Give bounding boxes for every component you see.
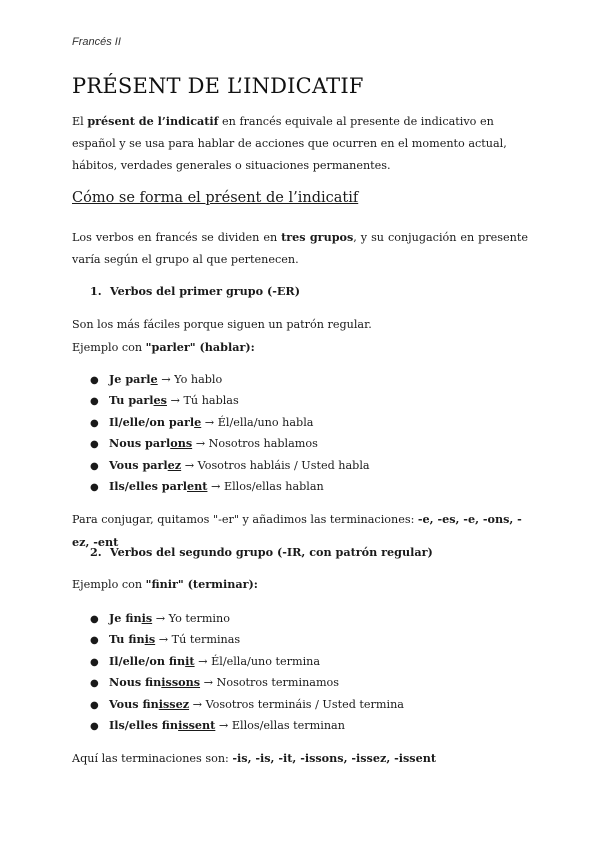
translation: Él/ella/uno termina (211, 654, 321, 668)
arrow-icon: → (195, 437, 206, 451)
arrow-icon: → (184, 458, 195, 472)
intro-pre: El (72, 115, 88, 128)
conjugation-item (90, 694, 404, 715)
section1-example-pre: Ejemplo con (72, 341, 146, 354)
section2-number: 2. (90, 545, 102, 559)
conjugation-item (90, 629, 404, 650)
bullet-icon: ● (90, 481, 99, 493)
verb-stem: fin (161, 717, 179, 732)
bullet-icon: ● (90, 720, 99, 732)
section2-conjugation-list (90, 608, 404, 736)
conjugation-item (90, 715, 404, 736)
verb-ending: ons (170, 436, 193, 451)
section2-example (72, 573, 528, 596)
arrow-icon: → (203, 676, 213, 690)
bullet-icon: ● (90, 439, 99, 451)
translation: Vosotros habláis / Usted habla (197, 458, 370, 472)
section1-heading (90, 284, 300, 298)
conjugation-item (90, 455, 370, 476)
intro-rest: en francés equivale al presente de indicativo en español y se usa para hablar de acciones que ocurren en el momento actual, hábitos, verdades generales o situaciones permanentes. (72, 115, 507, 172)
section-subtitle: Cómo se forma el présent de l’indicatif (72, 190, 359, 206)
conjugation-item (90, 390, 370, 411)
verb-ending: ent (187, 478, 208, 493)
arrow-icon: → (198, 654, 208, 668)
bullet-icon: ● (90, 396, 99, 408)
page-title: PRÉSENT DE L’INDICATIF (72, 74, 364, 98)
verb-stem: parl (142, 457, 168, 472)
section1-conjugation-list (90, 369, 370, 497)
bullet-icon: ● (90, 678, 99, 690)
verb-ending: ez (167, 457, 182, 472)
pronoun: Il/elle/on (109, 653, 169, 668)
translation: Ellos/ellas hablan (223, 479, 324, 493)
pronoun: Tu (109, 393, 129, 408)
translation: Ellos/ellas terminan (231, 718, 345, 732)
arrow-icon: → (170, 394, 180, 408)
translation: Tú terminas (171, 633, 241, 647)
verb-ending: e (150, 372, 158, 386)
verb-stem: fin (145, 675, 162, 690)
verb-stem: parl (168, 414, 195, 429)
arrow-icon: → (158, 633, 169, 647)
pronoun: Il/elle/on (109, 414, 169, 429)
verb-stem: fin (142, 696, 159, 711)
translation: Tú hablas (183, 394, 239, 408)
section1-desc-text: Son los más fáciles porque siguen un patrón regular. (72, 318, 372, 331)
pronoun: Je (109, 611, 126, 625)
page-header: Francés II (72, 36, 121, 48)
section1-summary-bold: -e, -es, -e, -ons, -ez, -ent (72, 512, 522, 549)
translation: Vosotros termináis / Usted termina (205, 697, 404, 711)
verb-stem: parl (161, 478, 188, 493)
conjugation-item (90, 651, 404, 672)
section2-example-pre: Ejemplo con (72, 578, 146, 591)
arrow-icon: → (161, 373, 171, 386)
verb-ending: es (153, 393, 167, 408)
conjugation-item (90, 672, 404, 693)
verb-ending: issons (161, 675, 201, 690)
conjugation-item (90, 476, 370, 497)
verb-ending: e (194, 414, 202, 429)
translation: Él/ella/uno habla (217, 415, 314, 429)
verb-ending: issent (178, 717, 216, 732)
bullet-icon: ● (90, 375, 99, 386)
arrow-icon: → (211, 479, 221, 493)
bullet-icon: ● (90, 460, 99, 472)
pronoun: Tu (109, 632, 129, 647)
arrow-icon: → (218, 718, 229, 732)
arrow-icon: → (192, 697, 202, 711)
pronoun: Nous (109, 436, 146, 451)
bullet-icon: ● (90, 635, 99, 647)
groups-bold: tres grupos (281, 230, 354, 244)
verb-stem: fin (125, 611, 142, 625)
pronoun: Vous (109, 696, 143, 711)
conjugation-item (90, 433, 370, 454)
verb-stem: parl (125, 372, 151, 386)
verb-stem: fin (128, 632, 145, 647)
section1-summary-pre: Para conjugar, quitamos "-er" y añadimos las terminaciones: (72, 513, 418, 526)
pronoun: Je (109, 372, 126, 386)
pronoun: Ils/elles (109, 478, 162, 493)
verb-stem: parl (145, 436, 171, 451)
translation: Nosotros terminamos (216, 676, 340, 690)
bullet-icon: ● (90, 614, 99, 625)
intro-paragraph (72, 110, 528, 177)
section2-heading (90, 545, 433, 559)
arrow-icon: → (204, 415, 215, 429)
section2-summary-bold: -is, -is, -it, -issons, -issez, -issent (232, 751, 437, 765)
pronoun: Vous (109, 457, 143, 472)
translation: Yo termino (168, 612, 230, 625)
section2-title: Verbos del segundo grupo (-IR, con patrón regular) (110, 545, 433, 559)
verb-ending: is (144, 632, 156, 647)
groups-pre: Los verbos en francés se dividen en (72, 231, 282, 244)
arrow-icon: → (155, 612, 166, 625)
conjugation-item (90, 369, 370, 390)
translation: Yo hablo (174, 373, 223, 386)
bullet-icon: ● (90, 417, 99, 429)
verb-stem: parl (128, 393, 154, 408)
verb-ending: issez (158, 696, 190, 711)
bullet-icon: ● (90, 656, 99, 668)
verb-ending: is (141, 611, 153, 625)
intro-bold: présent de l’indicatif (87, 114, 219, 128)
conjugation-item (90, 412, 370, 433)
translation: Nosotros hablamos (208, 437, 318, 451)
groups-paragraph (72, 226, 528, 271)
section2-example-bold: "finir" (terminar): (145, 577, 258, 591)
pronoun: Nous (109, 675, 146, 690)
section1-title: Verbos del primer grupo (-ER) (110, 284, 301, 298)
groups-rest: , y su conjugación en presente varía según el grupo al que pertenecen. (72, 231, 528, 266)
verb-stem: fin (168, 653, 186, 668)
section1-desc (72, 314, 528, 359)
section1-number: 1. (90, 284, 102, 298)
pronoun: Ils/elles (109, 717, 162, 732)
section1-example-bold: "parler" (hablar): (145, 340, 255, 354)
conjugation-item (90, 608, 404, 629)
section2-summary (72, 747, 528, 770)
section2-summary-pre: Aquí las terminaciones son: (72, 752, 233, 765)
bullet-icon: ● (90, 699, 99, 711)
verb-ending: it (185, 653, 195, 668)
